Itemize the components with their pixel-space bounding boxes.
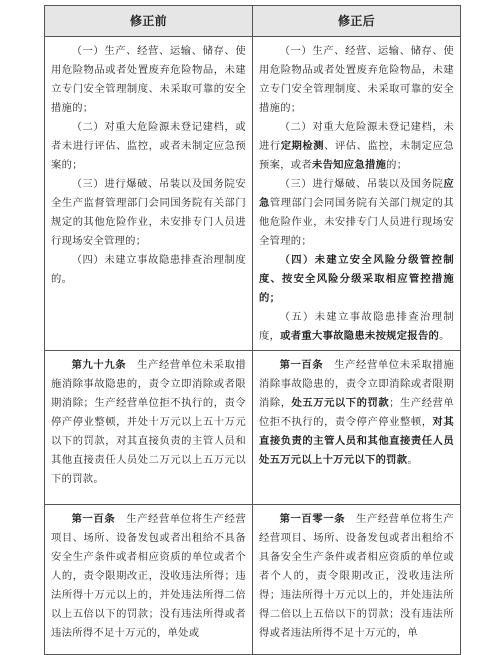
paragraph bbox=[51, 251, 246, 289]
paragraph bbox=[259, 175, 454, 251]
text: 管理部门会同国务院有关部门规定的其他危险作业，未安排专门人员进行现场安全管理的； bbox=[259, 197, 454, 247]
paragraph bbox=[259, 356, 454, 470]
paragraph bbox=[259, 42, 454, 118]
text: 、评估、监控，未制定应急预案，或者 bbox=[259, 140, 454, 171]
text: 的； bbox=[386, 159, 408, 171]
text: （一）生产、经营、运输、储存、使用危险物品或者处置废弃危险物品，未建立专门安全管理制度、未采取可靠的安全措施的； bbox=[51, 45, 246, 114]
paragraph bbox=[51, 118, 246, 175]
text: （二）对重大危险源未登记建档，未进行 bbox=[259, 121, 454, 152]
cell-before bbox=[45, 37, 253, 351]
text: （三）进行爆破、吊装以及国务院 bbox=[279, 178, 444, 190]
text: ；生产经营单位拒不执行的，责令停产停业整顿， bbox=[259, 397, 454, 428]
cell-after bbox=[253, 351, 461, 505]
paragraph bbox=[259, 510, 454, 643]
cell-after bbox=[253, 37, 461, 351]
text: 生产经营单位未采取措施消除事故隐患的，责令立即消除或者限期消除；生产经营单位拒不执行的，责令停产停业整顿，并处十万元以上五十万元以下的罚款，对其直接负责的主管人员和其他直接责任人员处二万元以上五万元以下的罚款。 bbox=[51, 359, 246, 485]
bold-text: 应急 bbox=[259, 178, 454, 209]
text: （一）生产、经营、运输、储存、使用危险物品或者处置废弃危险物品，未建立专门安全管理制度、未采取可靠的安全措施的； bbox=[259, 45, 454, 114]
paragraph bbox=[259, 118, 454, 175]
table-header-row bbox=[45, 6, 461, 37]
paragraph bbox=[259, 251, 454, 308]
bold-text: 第一百条 bbox=[279, 359, 324, 371]
cell-before bbox=[45, 505, 253, 655]
table-row bbox=[45, 37, 461, 351]
column-header-after: 修正后 bbox=[253, 6, 461, 37]
paragraph bbox=[51, 510, 246, 643]
paragraph bbox=[259, 308, 454, 346]
paragraph bbox=[51, 175, 246, 251]
text: （二）对重大危险源未登记建档，或者未进行评估、监控，或者未制定应急预案的； bbox=[51, 121, 246, 171]
bold-text: 未告知应急措施 bbox=[311, 159, 387, 171]
bold-text: 第一百条 bbox=[71, 513, 116, 525]
table-row bbox=[45, 351, 461, 505]
bold-text: 定期检测 bbox=[280, 140, 325, 152]
bold-text: 处五万元以下的罚款 bbox=[291, 397, 390, 409]
text: 生产经营单位将生产经营项目、场所、设备发包或者出租给不具备安全生产条件或者相应资质的单位或者个人的，责令限期改正，没收违法所得；违法所得十万元以上的，并处违法所得二倍以上五倍以下的罚款；没有违法所得或者违法所得不足十万元的，单处或 bbox=[51, 513, 246, 639]
text: （四）未建立事故隐患排查治理制度的。 bbox=[51, 254, 246, 285]
paragraph bbox=[51, 42, 246, 118]
column-header-before: 修正前 bbox=[45, 6, 253, 37]
bold-text: 或者重大事故隐患未按规定报告的 bbox=[280, 330, 440, 342]
text: 。 bbox=[407, 454, 418, 466]
text: （三）进行爆破、吊装以及国务院安全生产监督管理部门会同国务院有关部门规定的其他危险作业，未安排专门人员进行现场安全管理的； bbox=[51, 178, 246, 247]
text: 生产经营单位未采取措施消除事故隐患的，责令立即消除或者限期消除， bbox=[259, 359, 454, 409]
cell-after bbox=[253, 505, 461, 655]
text: 生产经营单位将生产经营项目、场所、设备发包或者出租给不具备安全生产条件或者相应资质的单位或者个人的，责令限期改正，没收违法所得；违法所得十万元以上的，并处违法所得二倍以上五倍以下的罚款；没有违法所得或者违法所得不足十万元的，单 bbox=[259, 513, 454, 639]
bold-text: （四）未建立安全风险分级管控制度、按安全风险分级采取相应管控措施的； bbox=[259, 254, 454, 304]
bold-text: 第一百零一条 bbox=[279, 513, 346, 525]
comparison-table bbox=[44, 5, 461, 655]
cell-before bbox=[45, 351, 253, 505]
bold-text: 对其直接负责的主管人员和其他直接责任人员处五万元以上十万元以下的罚款 bbox=[259, 416, 454, 466]
paragraph bbox=[51, 356, 246, 489]
text: 。 bbox=[439, 330, 450, 342]
bold-text: 第九十九条 bbox=[71, 359, 127, 371]
table-row bbox=[45, 505, 461, 655]
text: （五）未建立事故隐患排查治理制度， bbox=[259, 311, 454, 342]
